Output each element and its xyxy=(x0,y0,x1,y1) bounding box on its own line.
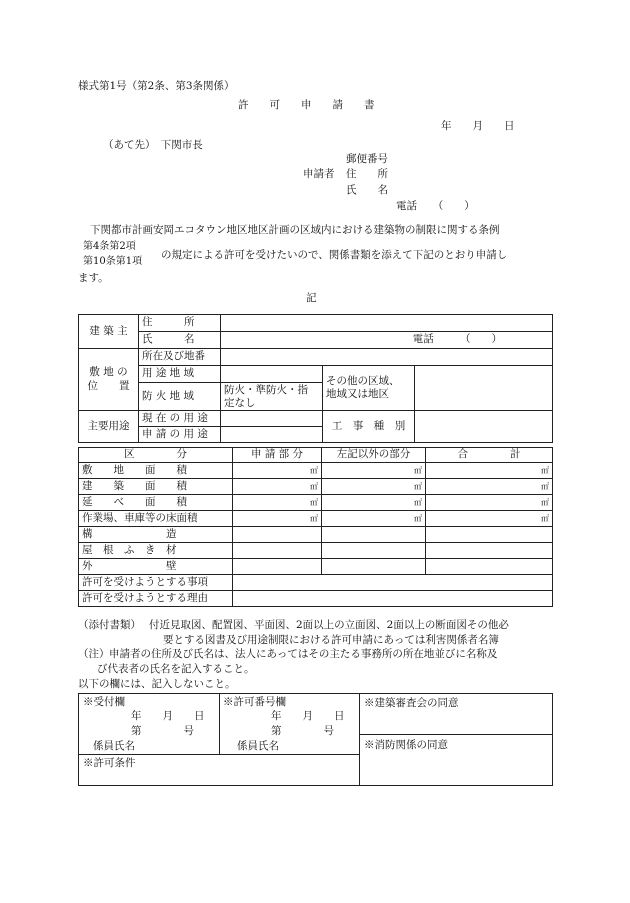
note-text-1: 申請者の住所及び氏名は、法人にあってはその主たる事務所の所在地並びに名称及 xyxy=(109,648,498,660)
owner-address-label: 住 所 xyxy=(139,315,221,332)
cell xyxy=(426,559,553,575)
note-text-2: び代表者の氏名を記入すること。 xyxy=(97,663,255,675)
reception-staff: 係員氏名 xyxy=(93,740,135,752)
unit: ㎡ xyxy=(233,511,322,527)
article-ref-1: 第4条第2項 xyxy=(83,241,136,252)
date-line: 年 月 日 xyxy=(441,120,515,132)
unit: ㎡ xyxy=(322,495,426,511)
ki-heading: 記 xyxy=(306,292,317,304)
unit: ㎡ xyxy=(426,495,553,511)
applicant-label: 申請者 xyxy=(303,168,335,180)
article-ref-2: 第10条第1項 xyxy=(83,256,143,267)
unit: ㎡ xyxy=(426,479,553,495)
reception-date: 年 月 日 xyxy=(131,710,205,722)
building-council-consent: ※建築審査会の同意 xyxy=(364,697,459,709)
row-structure: 構 造 xyxy=(79,527,233,543)
page-title: 許 可 申 請 書 xyxy=(238,99,375,111)
site-address-value xyxy=(221,349,553,366)
construction-type-label: 工 事 種 別 xyxy=(323,411,415,443)
note-label: （注） xyxy=(78,648,110,660)
row-total-floor-area: 延 べ 面 積 xyxy=(79,495,233,511)
fire-zone-label: 防 火 地 域 xyxy=(139,383,221,411)
unit: ㎡ xyxy=(322,511,426,527)
unit: ㎡ xyxy=(426,463,553,479)
permit-date: 年 月 日 xyxy=(271,710,345,722)
fire-consent: ※消防関係の同意 xyxy=(364,739,448,751)
cell xyxy=(233,559,322,575)
unit: ㎡ xyxy=(233,479,322,495)
reception-label: ※受付欄 xyxy=(83,696,125,708)
cell xyxy=(322,543,426,559)
owner-name-label: 氏 名 xyxy=(139,332,221,349)
current-use-value xyxy=(221,411,323,427)
form-number: 様式第1号（第2条、第3条関係） xyxy=(78,80,235,92)
unit: ㎡ xyxy=(426,511,553,527)
use-zone-label: 用 途 地 域 xyxy=(139,366,221,383)
row-permit-reason: 許可を受けようとする理由 xyxy=(79,591,233,607)
body-line-2: の規定による許可を受けたいので、関係書類を添えて下記のとおり申請し xyxy=(161,249,508,261)
header-applied-part: 申 請 部 分 xyxy=(233,448,322,463)
row-exterior-wall: 外 壁 xyxy=(79,559,233,575)
cell xyxy=(426,543,553,559)
attached-docs-text-1: 付近見取図、配置図、平面図、2面以上の立面図、2面以上の断面図その他必 xyxy=(149,619,509,631)
area-table xyxy=(78,447,553,607)
permit-number: 第 号 xyxy=(271,725,334,737)
row-permit-matter: 許可を受けようとする事項 xyxy=(79,575,233,591)
other-zone-value xyxy=(415,366,553,411)
site-address-label: 所在及び地番 xyxy=(139,349,221,366)
cell xyxy=(233,527,322,543)
header-other-part: 左記以外の部分 xyxy=(322,448,426,463)
permit-number-label: ※許可番号欄 xyxy=(223,696,286,708)
applied-use-value xyxy=(221,427,323,443)
permit-matter-value xyxy=(233,575,553,591)
row-workshop-area: 作業場、車庫等の床面積 xyxy=(79,511,233,527)
postal-code-label: 郵便番号 xyxy=(346,153,388,165)
cell xyxy=(322,527,426,543)
header-category: 区 分 xyxy=(79,448,233,463)
permit-conditions: ※許可条件 xyxy=(83,757,136,769)
row-site-area: 敷 地 面 積 xyxy=(79,463,233,479)
applicant-phone-label: 電話 （ ） xyxy=(396,200,475,212)
applicant-address-label: 住 所 xyxy=(346,168,388,180)
header-total: 合 計 xyxy=(426,448,553,463)
construction-type-value xyxy=(415,411,553,443)
main-use-label: 主要用途 xyxy=(79,411,139,443)
owner-address-value xyxy=(221,315,553,332)
other-zone-label: その他の区域、 地域又は地区 xyxy=(323,366,415,411)
attached-docs-label: （添付書類） xyxy=(78,619,141,631)
body-line-1: 下関都市計画安岡エコタウン地区地区計画の区域内における建築物の制限に関する条例 xyxy=(90,224,500,236)
owner-phone: 電話 （ ） xyxy=(221,332,553,349)
site-location-label: 敷 地 の 位 置 xyxy=(79,349,139,411)
cell xyxy=(322,559,426,575)
unit: ㎡ xyxy=(322,479,426,495)
owner-label: 建 築 主 xyxy=(79,315,139,349)
office-use-box xyxy=(78,693,553,786)
applied-use-label: 申 請 の 用 途 xyxy=(139,427,221,443)
site-info-table xyxy=(78,314,553,443)
fire-zone-value: 防火・準防火・指 定なし xyxy=(221,383,323,411)
addressee: （あて先） 下関市長 xyxy=(103,139,203,151)
cell xyxy=(233,543,322,559)
unit: ㎡ xyxy=(322,463,426,479)
row-roofing: 屋 根 ふ き 材 xyxy=(79,543,233,559)
cell xyxy=(426,527,553,543)
permit-reason-value xyxy=(233,591,553,607)
body-line-3: ます。 xyxy=(78,272,109,284)
permit-staff: 係員氏名 xyxy=(237,740,279,752)
current-use-label: 現 在 の 用 途 xyxy=(139,411,221,427)
row-building-area: 建 築 面 積 xyxy=(79,479,233,495)
attached-docs-text-2: 要とする図書及び用途制限における許可申請にあっては利害関係者名簿 xyxy=(163,634,499,646)
unit: ㎡ xyxy=(233,463,322,479)
applicant-name-label: 氏 名 xyxy=(346,184,388,196)
unit: ㎡ xyxy=(233,495,322,511)
use-zone-value xyxy=(221,366,323,383)
reception-number: 第 号 xyxy=(131,725,194,737)
office-use-notice: 以下の欄には、記入しないこと。 xyxy=(78,678,236,690)
